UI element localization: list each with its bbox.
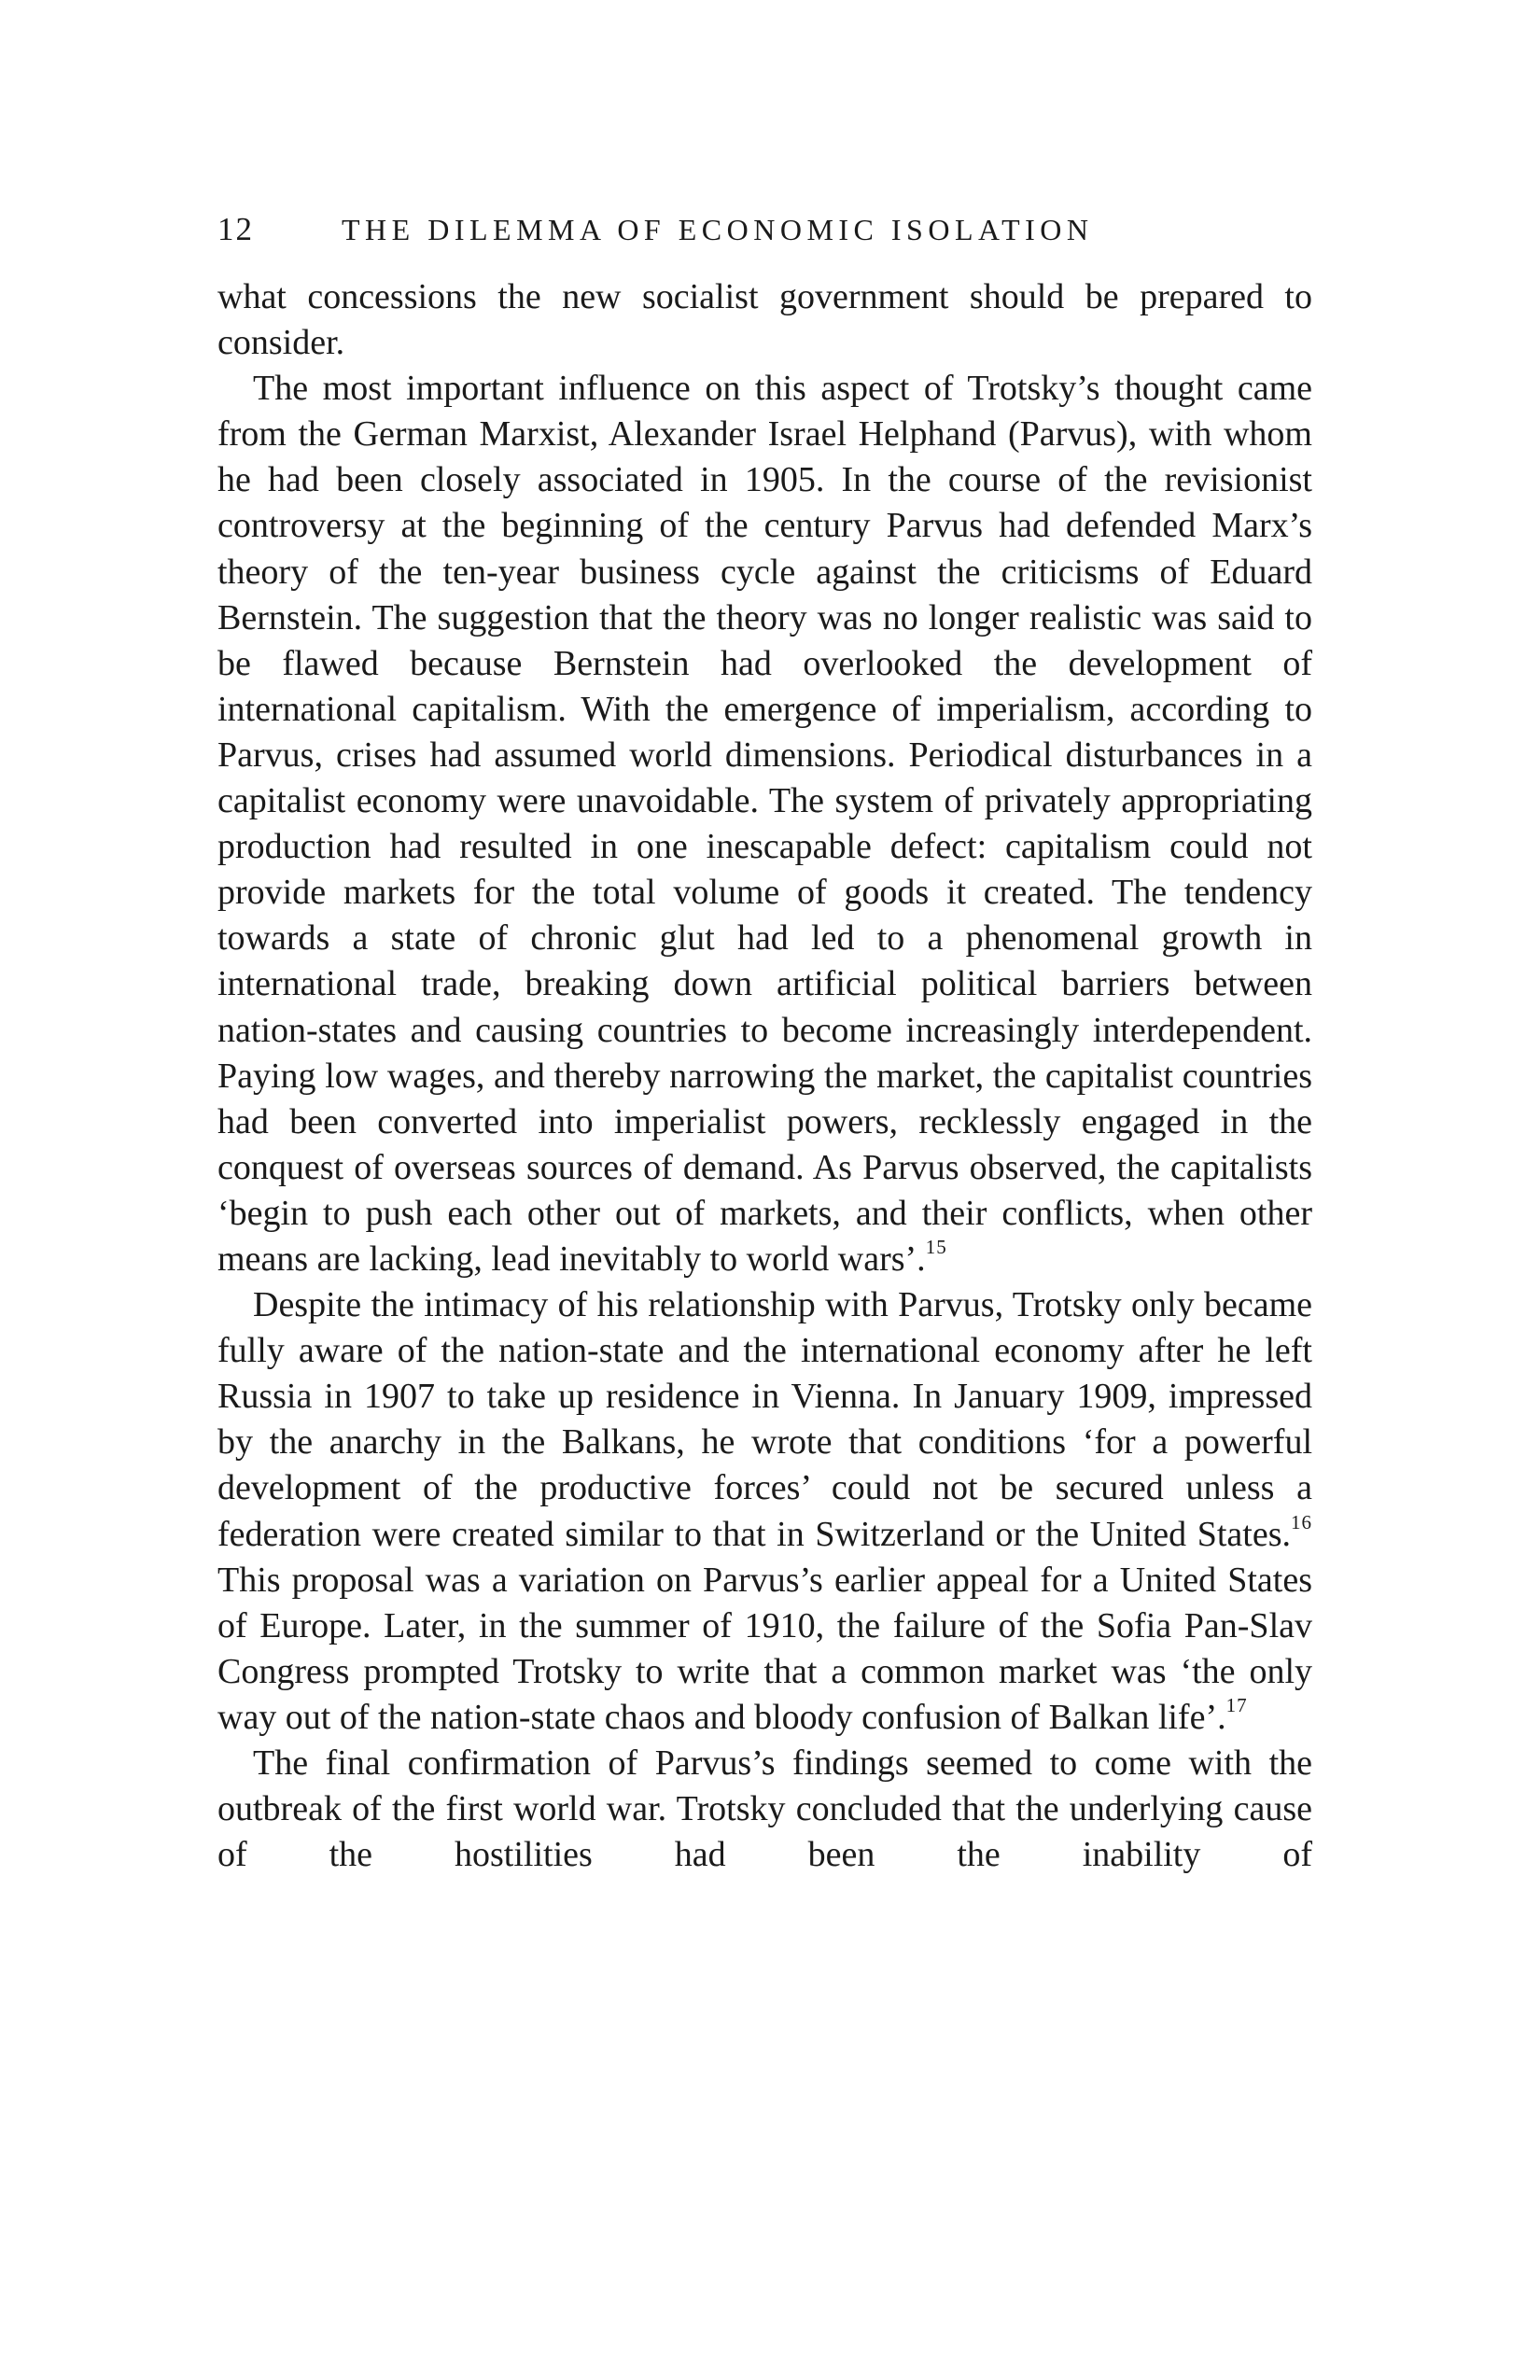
running-head: [217, 211, 1312, 256]
running-title: THE DILEMMA OF ECONOMIC ISOLATION: [342, 213, 1094, 246]
paragraph-3-text-a: Despite the intimacy of his relationship with Parvus, Trotsky only became fully aware of the nation-state and the international economy after he left Russia in 1907 to take up residence in Vienna. In January 1909, impressed by the anarchy in the Balkans, he wrote that conditions ‘for a powerful development of the productive forces’ could not be secured unless a federation were created similar to that in Switzerland or the United States.: [217, 1285, 1312, 1554]
footnote-marker-16: 16: [1291, 1510, 1312, 1533]
paragraph-2: [217, 366, 1312, 1282]
paragraph-3: [217, 1282, 1312, 1741]
paragraph-1-text: what concessions the new socialist government should be prepared to consider.: [217, 277, 1312, 363]
paragraph-2-text: The most important influence on this aspect of Trotsky’s thought came from the German Marxist, Alexander Israel Helphand (Parvus), with whom he had been closely associated in 1905. In the course of the revisionist controversy at the beginning of the century Parvus had defended Marx’s theory of the ten-year business cycle against the criticisms of Eduard Bernstein. The suggestion that the theory was no longer realistic was said to be flawed because Bernstein had overlooked the development of international capitalism. With the emergence of imperialism, according to Parvus, crises had assumed world dimensions. Periodical disturbances in a capitalist economy were unavoidable. The system of privately appropriating production had resulted in one inescapable defect: capitalism could not provide markets for the total volume of goods it created. The tendency towards a state of chronic glut had led to a phenomenal growth in international trade, breaking down artificial political barriers between nation-states and causing countries to become increasingly interdependent. Paying low wages, and thereby narrowing the market, the capitalist countries had been converted into imperialist powers, recklessly engaged in the conquest of overseas sources of demand. As Parvus observed, the capitalists ‘begin to push each other out of markets, and their conflicts, when other means are lacking, lead inevitably to world wars’.: [217, 369, 1312, 1279]
paragraph-4-text: The final confirmation of Parvus’s findings seemed to come with the outbreak of the first world war. Trotsky concluded that the underlying cause of the hostilities had been the inability of: [217, 1743, 1312, 1875]
page-number: 12: [217, 211, 254, 247]
footnote-marker-15: 15: [925, 1235, 947, 1258]
paragraph-3-text-b: This proposal was a variation on Parvus’s earlier appeal for a United States of Europe. Later, in the summer of 1910, the failure of the Sofia Pan-Slav Congress prompted Trotsky to write that a common market was ‘the only way out of the nation-state chaos and bloody confusion of Balkan life’.: [217, 1560, 1312, 1737]
body-text: [217, 274, 1312, 1878]
paragraph-1: [217, 274, 1312, 366]
footnote-marker-17: 17: [1225, 1693, 1248, 1716]
book-page: [217, 211, 1312, 1878]
paragraph-4: [217, 1741, 1312, 1878]
